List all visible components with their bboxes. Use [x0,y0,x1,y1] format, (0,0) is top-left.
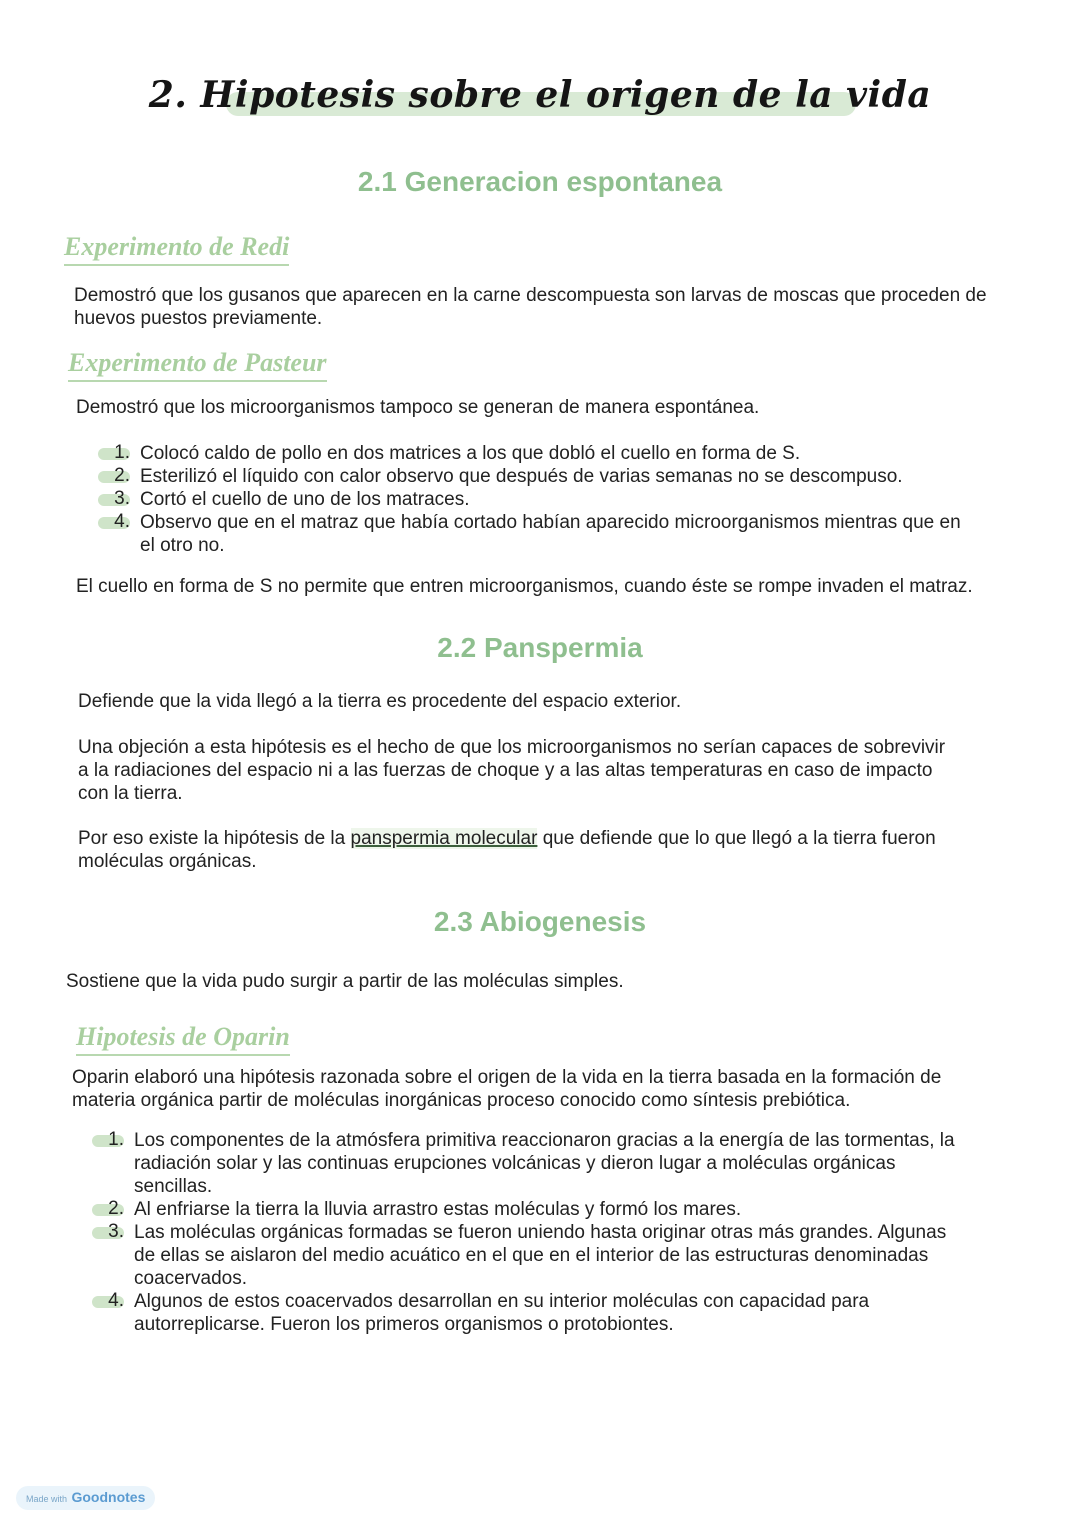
step-number: 2. [70,1200,124,1218]
section-heading-abiogenesis: 2.3 Abiogenesis [433,906,647,937]
text-line: huevos puestos previamente. [74,308,323,329]
made-with-goodnotes-badge [16,1486,155,1510]
step-number: 4. [70,1292,124,1310]
list-item [70,1129,1030,1198]
page-title: 2. Hipotesis sobre el origen de la vida [148,74,932,116]
pasteur-intro: Demostró que los microorganismos tampoco se generan de manera espontánea. [76,397,760,418]
panspermia-definition: Defiende que la vida llegó a la tierra es procedente del espacio exterior. [78,691,682,712]
text-line: con la tierra. [78,783,183,804]
text-line: coacervados. [134,1268,248,1289]
step-number: 1. [70,1131,124,1149]
step-number: 3. [70,1223,124,1241]
text-line: a la radiaciones del espacio ni a las fuerzas de choque y a las altas temperaturas en caso de impacto [78,760,933,781]
pasteur-steps [76,442,1036,557]
step-number: 3. [76,490,130,508]
section-heading-panspermia: 2.2 Panspermia [437,632,643,663]
badge-prefix: Made with [26,1494,68,1504]
title-block [0,70,1080,140]
panspermia-objection [78,736,1038,805]
text-segment: que defiende que lo que llegó a la tierra fueron [537,828,936,849]
subheading-pasteur: Experimento de Pasteur [68,348,327,382]
oparin-paragraph [72,1066,1032,1112]
list-item [70,1290,1030,1336]
text-line: sencillas. [134,1176,213,1197]
badge-brand: Goodnotes [71,1489,146,1505]
text-segment: Por eso existe la hipótesis de la [78,828,351,849]
text-line: Las moléculas orgánicas formadas se fueron uniendo hasta originar otras más grandes. Algunas [134,1222,947,1243]
text-line [78,827,1038,850]
step-number: 1. [76,444,130,462]
subheading-redi: Experimento de Redi [64,232,289,266]
list-item [76,511,1036,557]
redi-paragraph [74,284,1034,330]
text-line: de ellas se aislaron del medio acuático en el que en el interior de las estructuras denominadas [134,1245,929,1266]
text-line: Los componentes de la atmósfera primitiva reaccionaron gracias a la energía de las tormentas, la [134,1130,955,1151]
text-line: Oparin elaboró una hipótesis razonada sobre el origen de la vida en la tierra basada en la formación de [72,1067,942,1088]
text-line: materia orgánica partir de moléculas inorgánicas proceso conocido como síntesis prebiótica. [72,1090,851,1111]
step-number: 2. [76,467,130,485]
list-item [76,442,1036,465]
text-line: el otro no. [140,535,225,556]
text-line: Observo que en el matraz que había cortado habían aparecido microorganismos mientras que en [140,512,961,533]
text-line: Demostró que los gusanos que aparecen en la carne descompuesta son larvas de moscas que proceden de [74,285,987,306]
text-line: radiación solar y las continuas erupciones volcánicas y dieron lugar a moléculas orgánicas [134,1153,896,1174]
subheading-oparin: Hipotesis de Oparin [76,1022,290,1056]
abiogenesis-intro: Sostiene que la vida pudo surgir a partir de las moléculas simples. [66,971,624,992]
highlighted-term: panspermia molecular [350,828,538,849]
list-item [76,488,1036,511]
text-line: Una objeción a esta hipótesis es el hecho de que los microorganismos no serían capaces de sobrevivir [78,737,946,758]
text-line: Algunos de estos coacervados desarrollan en su interior moléculas con capacidad para [134,1291,870,1312]
text-line: Al enfriarse la tierra la lluvia arrastro estas moléculas y formó los mares. [134,1199,742,1220]
list-item [76,465,1036,488]
step-number: 4. [76,513,130,531]
list-item [70,1198,1030,1221]
text-line: Cortó el cuello de uno de los matraces. [140,489,470,510]
text-line: Colocó caldo de pollo en dos matrices a los que dobló el cuello en forma de S. [140,443,801,464]
list-item [70,1221,1030,1290]
section-heading-generacion: 2.1 Generacion espontanea [357,166,723,197]
oparin-steps [70,1129,1030,1336]
pasteur-conclusion: El cuello en forma de S no permite que entren microorganismos, cuando éste se rompe invaden el matraz. [76,576,973,597]
text-line: moléculas orgánicas. [78,851,257,872]
panspermia-molecular-paragraph [78,827,1038,873]
text-line: autorreplicarse. Fueron los primeros organismos o protobiontes. [134,1314,674,1335]
text-line: Esterilizó el líquido con calor observo que después de varias semanas no se descompuso. [140,466,903,487]
